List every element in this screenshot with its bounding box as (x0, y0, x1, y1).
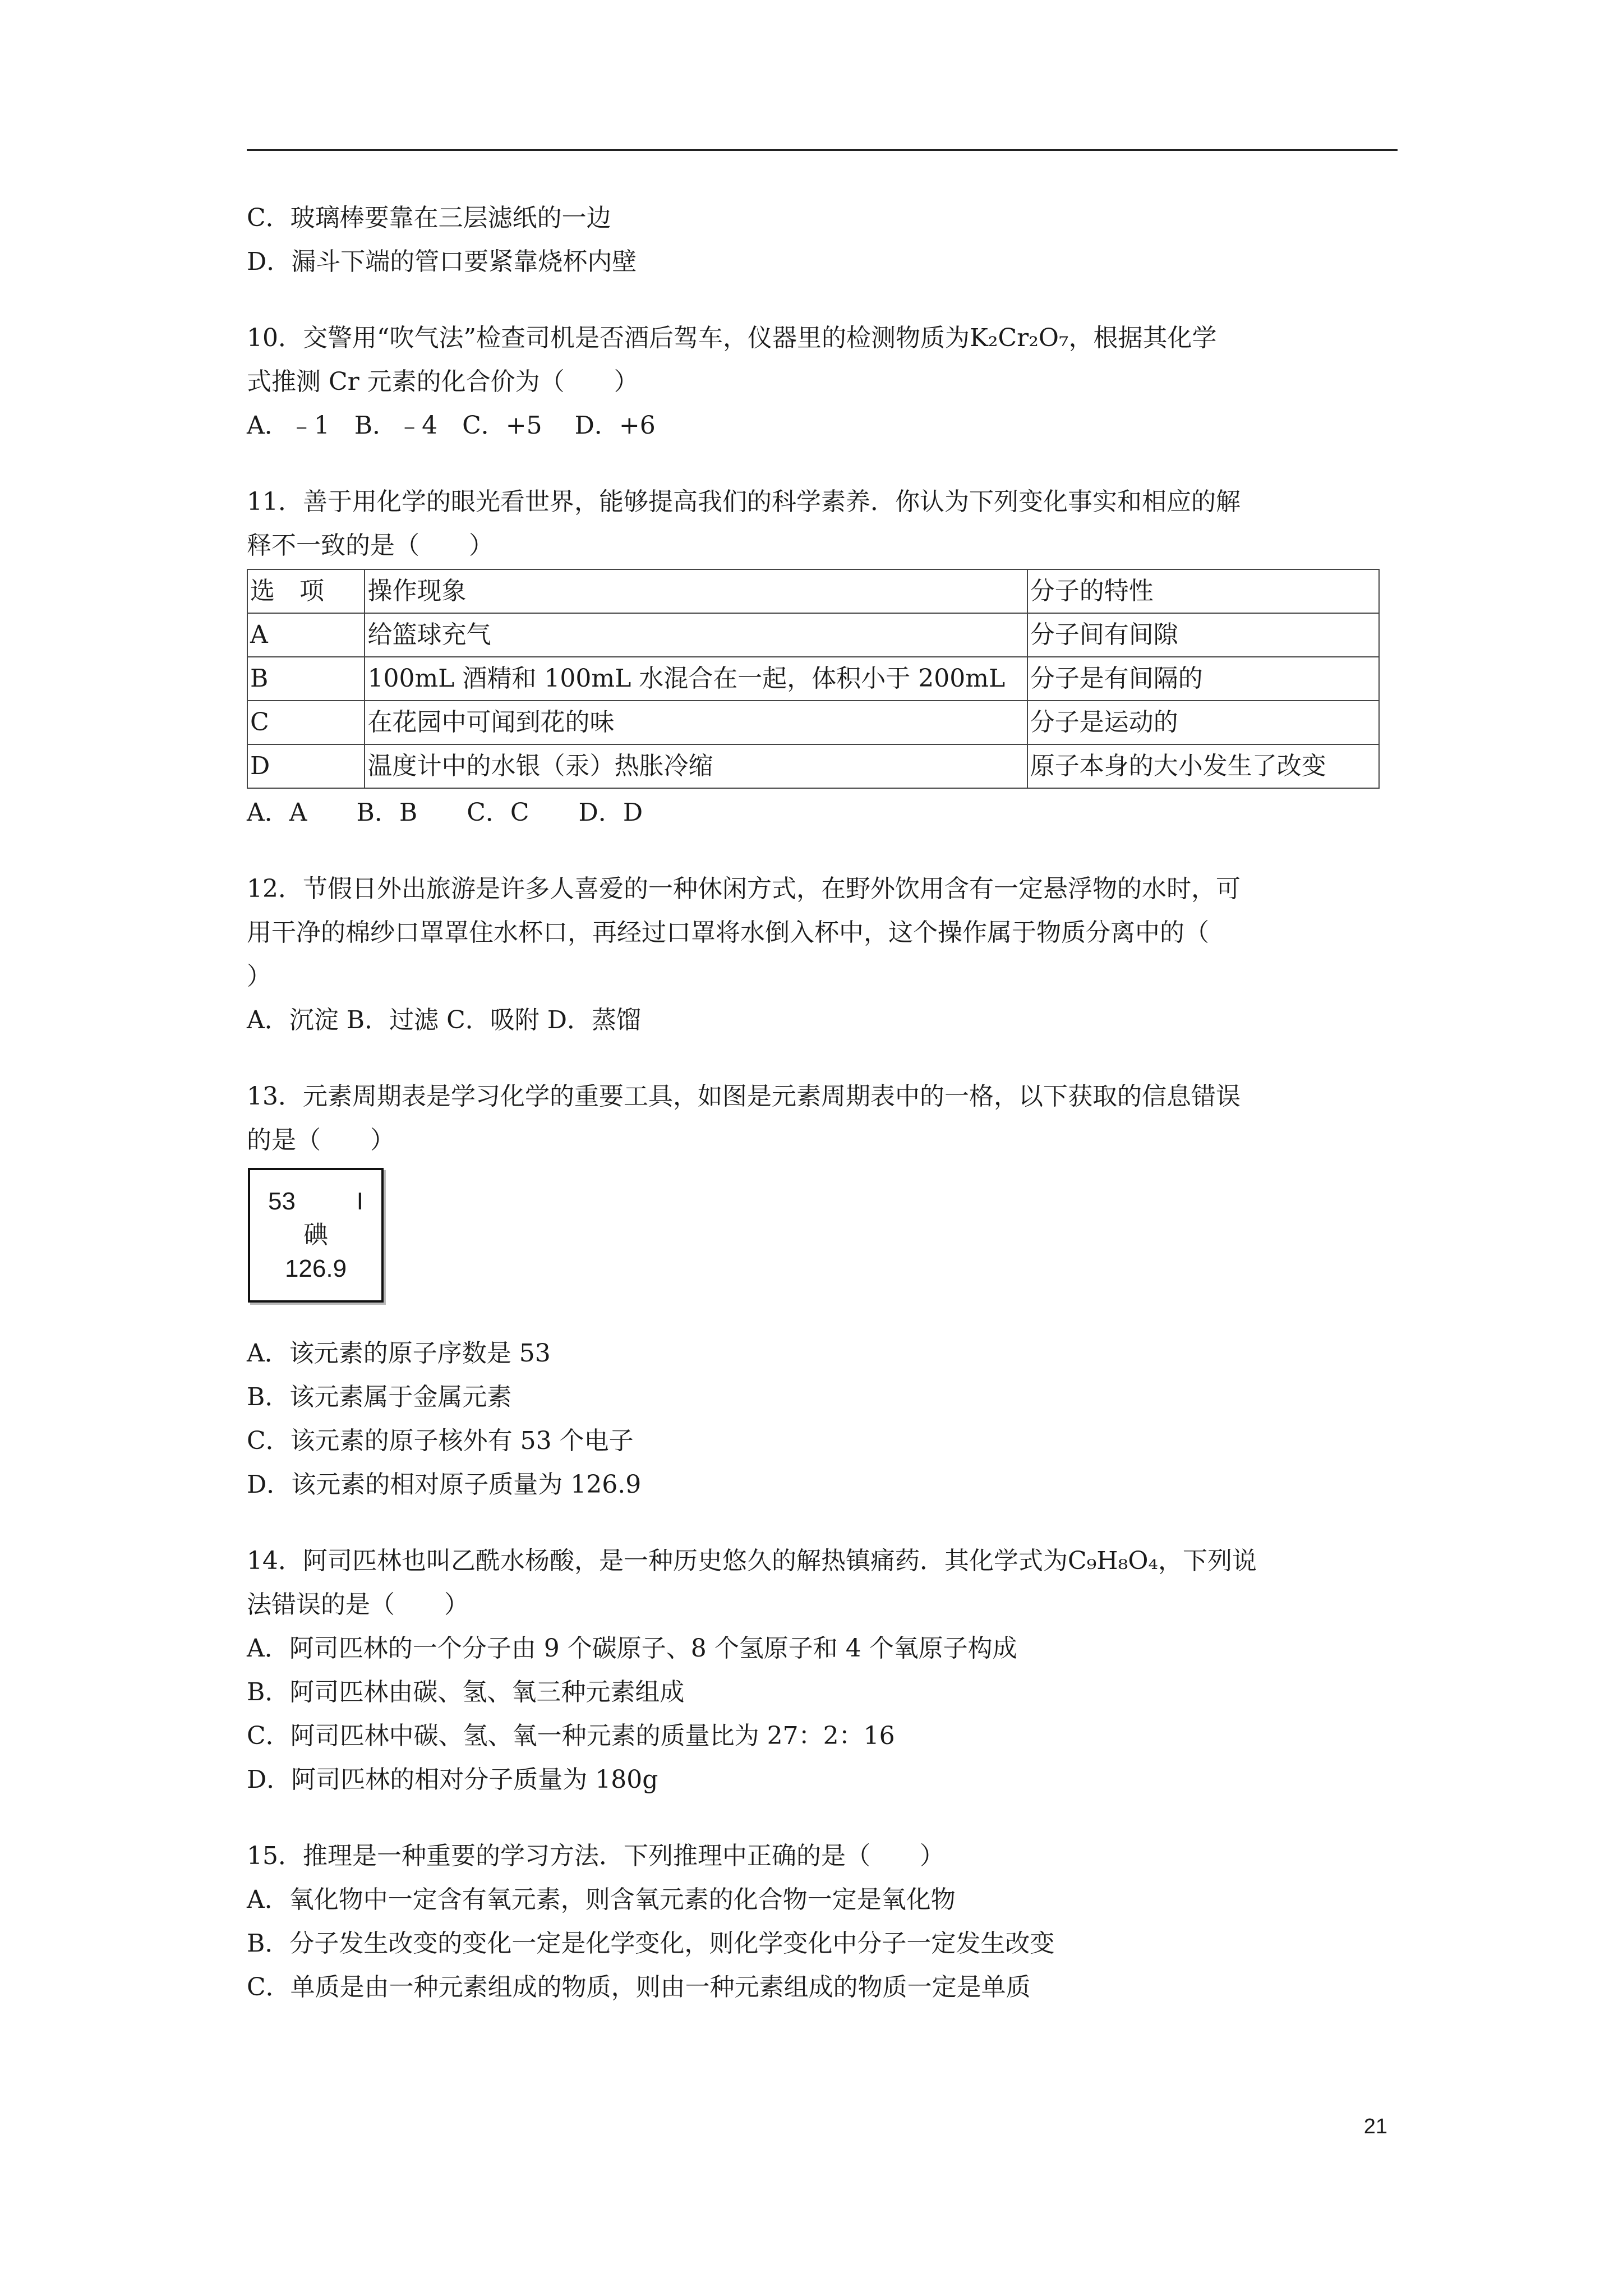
option-b: B．分子发生改变的变化一定是化学变化，则化学变化中分子一定发生改变 (247, 1929, 1055, 1958)
chemical-formula: K₂Cr₂O₇ (969, 324, 1069, 352)
table-cell: 分子是运动的 (1027, 701, 1379, 744)
question-11 (247, 480, 1402, 835)
element-symbol: I (356, 1188, 363, 1215)
atomic-number: 53 (268, 1188, 296, 1215)
exam-page (247, 196, 1402, 2009)
question-stem: 10．交警用“吹气法”检查司机是否酒后驾车，仪器里的检测物质为K₂Cr₂O₇，根据其化学 (247, 324, 1217, 352)
question-stem: 13．元素周期表是学习化学的重要工具，如图是元素周期表中的一格，以下获取的信息错误 (247, 1082, 1241, 1111)
chemical-formula: C₉H₈O₄ (1068, 1547, 1159, 1575)
answer-options: A．A B．B C．C D．D (247, 798, 643, 827)
prev-question-options (247, 196, 1402, 284)
answer-options: A．﹣1 B．﹣4 C．+5 D．+6 (247, 411, 656, 440)
table-header-cell: 分子的特性 (1027, 569, 1379, 613)
option-c: C．该元素的原子核外有 53 个电子 (247, 1427, 634, 1455)
question-stem-line2: 法错误的是（ ） (247, 1590, 469, 1619)
question-12 (247, 867, 1402, 1042)
atomic-mass: 126.9 (284, 1255, 347, 1282)
option-d: D．该元素的相对原子质量为 126.9 (247, 1470, 642, 1499)
option-c: C．单质是由一种元素组成的物质，则由一种元素组成的物质一定是单质 (247, 1973, 1031, 2001)
answer-options: A．沉淀 B．过滤 C．吸附 D．蒸馏 (247, 1006, 642, 1034)
question-stem-line3: ） (247, 962, 271, 991)
question-13 (247, 1075, 1402, 1507)
table-cell: 原子本身的大小发生了改变 (1027, 744, 1379, 788)
table-cell: A (247, 613, 365, 657)
table-cell: D (247, 744, 365, 788)
question-stem: 15．推理是一种重要的学习方法．下列推理中正确的是（ ） (247, 1842, 944, 1870)
table-cell: 分子间有间隙 (1027, 613, 1379, 657)
option-d: D．漏斗下端的管口要紧靠烧杯内壁 (247, 247, 637, 276)
table-row (247, 657, 1379, 701)
page-number: 21 (1363, 2115, 1387, 2138)
table-cell: 在花园中可闻到花的味 (365, 701, 1027, 744)
table-row (247, 744, 1379, 788)
table-header-row (247, 569, 1379, 613)
option-c: C．玻璃棒要靠在三层滤纸的一边 (247, 204, 611, 232)
option-a: A．阿司匹林的一个分子由 9 个碳原子、8 个氢原子和 4 个氧原子构成 (247, 1634, 1017, 1663)
table-cell: 100mL 酒精和 100mL 水混合在一起，体积小于 200mL (365, 657, 1027, 701)
table-cell: B (247, 657, 365, 701)
question-stem-line2: 用干净的棉纱口罩罩住水杯口，再经过口罩将水倒入杯中，这个操作属于物质分离中的（ (247, 918, 1209, 947)
question-stem: 11．善于用化学的眼光看世界，能够提高我们的科学素养．你认为下列变化事实和相应的解 (247, 487, 1241, 516)
table-row (247, 613, 1379, 657)
question-14 (247, 1539, 1402, 1802)
question-stem-line2: 的是（ ） (247, 1126, 395, 1154)
question-10 (247, 316, 1402, 448)
option-a: A．氧化物中一定含有氧元素，则含氧元素的化合物一定是氧化物 (247, 1885, 956, 1914)
question-15 (247, 1834, 1402, 2009)
question-stem: 14．阿司匹林也叫乙酰水杨酸，是一种历史悠久的解热镇痛药．其化学式为C₉H₈O₄，下列说 (247, 1547, 1257, 1575)
option-d: D．阿司匹林的相对分子质量为 180g (247, 1765, 658, 1794)
question-stem-line2: 式推测 Cr 元素的化合价为（ ） (247, 367, 639, 396)
option-b: B．该元素属于金属元素 (247, 1383, 512, 1411)
table-row (247, 701, 1379, 744)
periodic-table-cell (248, 1168, 384, 1303)
table-cell: 温度计中的水银（汞）热胀冷缩 (365, 744, 1027, 788)
table-header-cell: 选 项 (247, 569, 365, 613)
option-b: B．阿司匹林由碳、氢、氧三种元素组成 (247, 1678, 685, 1706)
phenomena-table (247, 569, 1380, 789)
table-header-cell: 操作现象 (365, 569, 1027, 613)
table-cell: 给篮球充气 (365, 613, 1027, 657)
option-a: A．该元素的原子序数是 53 (247, 1339, 551, 1368)
option-c: C．阿司匹林中碳、氢、氧一种元素的质量比为 27：2：16 (247, 1722, 895, 1750)
table-cell: C (247, 701, 365, 744)
question-stem-line2: 释不一致的是（ ） (247, 531, 494, 560)
question-stem: 12．节假日外出旅游是许多人喜爱的一种休闲方式，在野外饮用含有一定悬浮物的水时，可 (247, 875, 1241, 903)
table-cell: 分子是有间隔的 (1027, 657, 1379, 701)
header-rule (247, 149, 1398, 151)
element-name: 碘 (303, 1221, 328, 1249)
